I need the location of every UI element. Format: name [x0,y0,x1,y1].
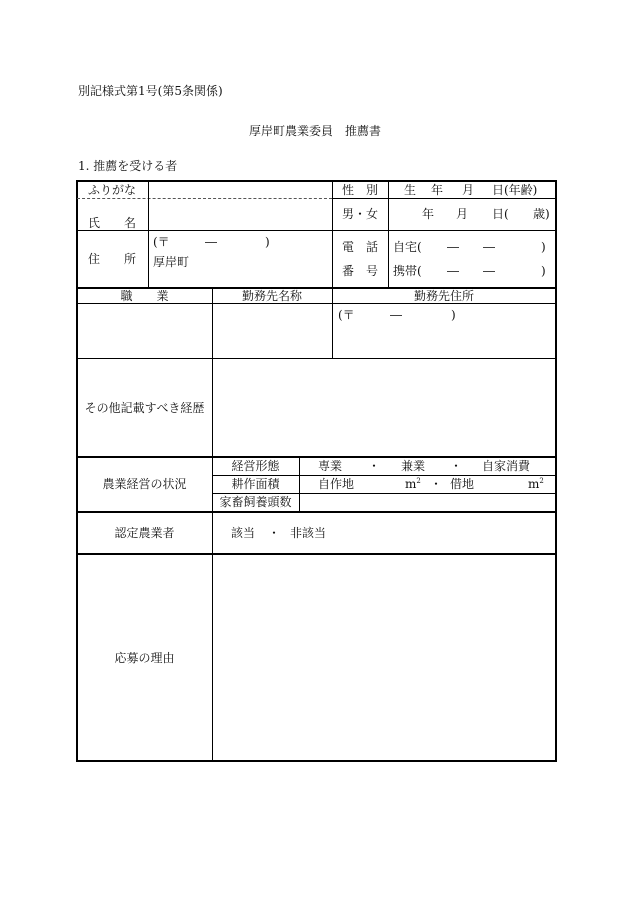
mobile-phone-dash-2: ― [483,264,495,278]
cultivated-area-label: 耕作面積 [231,477,280,491]
job-header-bottom-line [77,303,556,304]
option-separator-2: ・ [450,459,463,473]
address-label-1: 住 [88,252,101,266]
farm-label-divider [299,457,300,511]
farm-row2-line [212,493,556,494]
certified-yes: 該当 [231,526,256,540]
option-parttime: 兼業 [401,459,426,473]
name-label-1: 氏 [88,216,101,230]
left-column-divider [212,288,213,761]
address-town: 厚岸町 [153,255,190,269]
career-row-bottom-line [77,456,556,458]
document-title: 厚岸町農業委員 推薦書 [249,124,382,138]
form-reference: 別記様式第1号(第5条関係) [78,84,223,98]
mobile-phone-close: ) [541,264,546,278]
management-type-label: 経営形態 [231,459,280,473]
owned-land-unit: $m^2$ [405,477,421,491]
employer-postal-close: ) [451,308,456,322]
home-phone-dash-2: ― [483,240,495,254]
certified-separator: ・ [268,526,281,540]
furigana-label: ふりがな [88,183,137,197]
address-label-divider [148,230,149,287]
employer-postal-dash: ― [390,308,402,322]
certified-no: 非該当 [290,526,327,540]
option-fulltime: 専業 [318,459,343,473]
postal-open: (〒 [153,235,170,249]
dob-label-3: 月 [462,183,475,197]
leased-land-label: 借地 [450,477,475,491]
mobile-phone-dash-1: ― [447,264,459,278]
dob-label-2: 年 [431,183,444,197]
option-self-consumption: 自家消費 [482,459,531,473]
dob-month: 月 [456,207,469,221]
postal-close: ) [265,235,270,249]
leased-land-unit: $m^2$ [528,477,544,491]
livestock-count-label: 家畜飼養頭数 [219,495,292,509]
farm-status-label: 農業経営の状況 [102,477,187,491]
farm-row-bottom-line [77,511,556,513]
furigana-divider [77,198,332,199]
gender-value: 男・女 [341,207,378,221]
home-phone-close: ) [541,240,546,254]
mobile-phone-label: 携帯( [393,264,422,278]
phone-label-1: 電 話 [341,240,378,254]
occupation-header: 職 業 [120,289,169,303]
dob-day: 日( [492,207,509,221]
name-label-2: 名 [124,216,137,230]
employer-address-header: 勤務先住所 [413,289,474,303]
certified-row-bottom-line [77,553,556,555]
home-phone-dash-1: ― [447,240,459,254]
option-separator-1: ・ [368,459,381,473]
employer-postal-open: (〒 [338,308,355,322]
gender-label: 性 別 [341,183,378,197]
label-value-divider [388,181,389,287]
home-phone-label: 自宅( [393,240,422,254]
dob-label-1: 生 [404,183,417,197]
dob-year: 年 [422,207,435,221]
employer-name-header: 勤務先名称 [241,289,302,303]
name-label-divider [148,181,149,230]
dob-label-4: 日(年齢) [492,183,538,197]
certified-farmer-label: 認定農業者 [114,526,175,540]
area-separator: ・ [430,477,443,491]
phone-label-2: 番 号 [341,264,378,278]
gender-row-divider [332,198,556,199]
address-label-2: 所 [124,252,137,266]
section-heading: 1. 推薦を受ける者 [78,159,178,173]
career-label: その他記載すべき経歴 [84,401,205,415]
job-row-bottom-line [77,358,556,359]
application-reason-label: 応募の理由 [114,651,175,665]
owned-land-label: 自作地 [318,477,355,491]
farm-row1-line [212,475,556,476]
dob-age: 歳) [533,207,550,221]
postal-dash: ― [205,235,217,249]
